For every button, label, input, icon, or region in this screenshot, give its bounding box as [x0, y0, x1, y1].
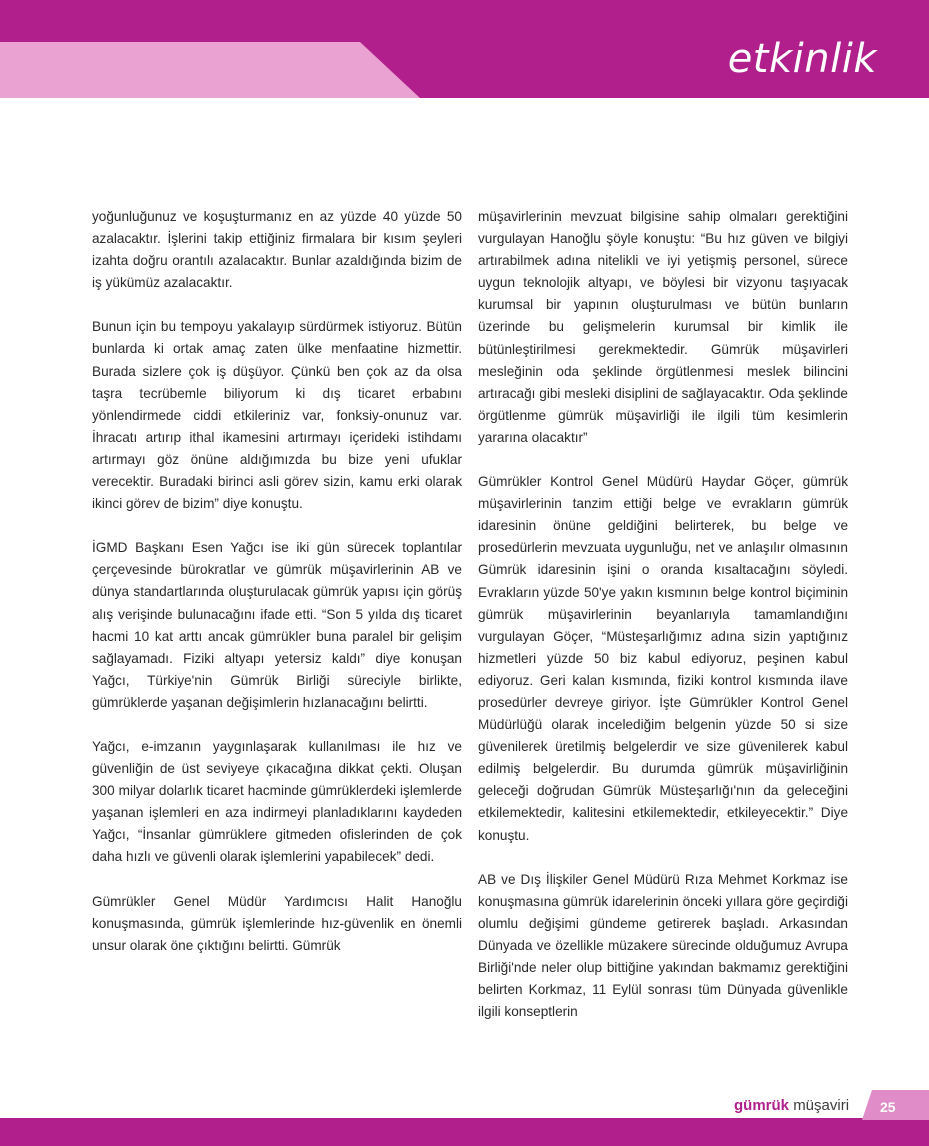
right-paragraph-1: müşavirlerinin mevzuat bilgisine sahip olmaları gerektiğini vurgulayan Hanoğlu şöyle konuştu: “Bu hız güven ve bilgiyi artırabilmek adına nitelikli ve iyi yetişmiş personel, sürece uygun teknolojik altyapı, ve böylesi bir vizyonu taşıyacak kurumsal bir yapının oluşturulması ve bütün bunların üzerinde bu gelişmelerin kurumsal bir kimlik ile bütünleştirilmesi gerekmektedir. Gümrük müşavirleri mesleğinin oda şeklinde örgütlenmesi meslek bilincini artıracağı gibi mesleki disiplini de sağlayacaktır. Oda şeklinde örgütlenme gümrük müşavirliği ile ilgili tüm kesimlerin yararına olacaktır”	[478, 209, 848, 445]
footer-brand-light: müşaviri	[793, 1097, 850, 1114]
left-paragraph-3: İGMD Başkanı Esen Yağcı ise iki gün sürecek toplantılar çerçevesinde bürokratlar ve gümrük müşavirlerinin AB ve dünya standartlarında oluşturulacak gümrük yapısı için görüş alış verişinde bulunacağını ifade etti. “Son 5 yılda dış ticaret hacmi 10 kat arttı ancak gümrükler buna paralel bir gelişim sağlayamadı. Fiziki altyapı yetersiz kaldı” diye konuşan Yağcı, Türkiye'nin Gümrük Birliği süreciyle birlikte, gümrüklerde yaşanan değişimlerin hızlanacağını belirtti.	[92, 540, 462, 710]
left-paragraph-1: yoğunluğunuz ve koşuşturmanız en az yüzde 40 yüzde 50 azalacaktır. İşlerini takip ettiğiniz firmalara bir kısım şeyleri izahta doğru orantılı azalacaktır. Bunlar azaldığında bizim de iş yükümüz azalacaktır.	[92, 209, 462, 291]
left-paragraph-5: Gümrükler Genel Müdür Yardımcısı Halit Hanoğlu konuşmasında, gümrük işlemlerinde hız-güvenlik en önemli unsur olarak öne çıktığını belirtti. Gümrük	[92, 893, 462, 953]
section-title: etkinlik	[727, 36, 877, 82]
page-number: 25	[880, 1099, 896, 1115]
footer-band	[0, 1118, 929, 1146]
left-paragraph-4: Yağcı, e-imzanın yaygınlaşarak kullanılması ile hız ve güvenliğin de üst seviyeye çıkacağına dikkat çekti. Oluşan 300 milyar dolarlık ticaret hacminde gümrüklerdeki işlemlerde yaşanan işlemleri en aza indirmeyi planladıklarını kaydeden Yağcı, “İnsanlar gümrüklere gitmeden ofislerinden de çok daha hızlı ve güvenli olarak işlemlerini yapabilecek” dedi.	[92, 738, 462, 865]
footer-brand	[734, 1097, 849, 1114]
right-column	[478, 206, 848, 1045]
left-column	[92, 206, 462, 979]
right-paragraph-3: AB ve Dış İlişkiler Genel Müdürü Rıza Mehmet Korkmaz ise konuşmasına gümrük idarelerinin önceki yıllara göre geçirdiği olumlu değişimi gündeme getirerek başladı. Arkasından Dünyada ve özellikle müzakere sürecinde olduğumuz Avrupa Birliği'nde neler olup bittiğine yakından bakmamız gerektiğini belirten Korkmaz, 11 Eylül sonrası tüm Dünyada güvenlikle ilgili konseptlerin	[478, 871, 848, 1020]
right-paragraph-2: Gümrükler Kontrol Genel Müdürü Haydar Göçer, gümrük müşavirlerinin tanzim ettiği belge ve evrakların gümrük idaresinin önüne geldiğini belirterek, bu belge ve prosedürlerin mevzuata uygunluğu, net ve anlaşılır olmasının Gümrük idaresinin işini o oranda kısaltacağını söyledi. Evrakların yüzde 50'ye yakın kısmının belge kontrol biçiminin gümrük müşavirlerinin beyanlarıyla tamamlandığını vurgulayan Göçer, “Müsteşarlığımız adına sizin yaptığınız hizmetleri yüzde 50 biz kabul ediyoruz, peşinen kabul ediyoruz. Geri kalan kısmında, fiziki kontrol kısmında ilave prosedürler devreye giriyor. İşte Gümrükler Kontrol Genel Müdürlüğü olarak incelediğim belgenin yüzde 50 si size güvenilerek üretilmiş belgelerdir ve size güvenilerek kabul edilmiş belgelerdir. Bu durumda gümrük müşavirliğinin geleceği doğrudan Gümrük Müsteşarlığı'nın da geleceğini etkilemektedir, kalitesini etkilemektedir, etkileyecektir.” Diye konuştu.	[478, 474, 848, 843]
left-paragraph-2: Bunun için bu tempoyu yakalayıp sürdürmek istiyoruz. Bütün bunlarda ki ortak amaç zaten ülke menfaatine hizmettir. Burada sizlere çok iş düşüyor. Çünkü ben çok az da olsa taşra tecrübemle biliyorum ki dış ticaret erbabını yönlendirmede ciddi etkileriniz var, fonksiy-onunuz var. İhracatı artırıp ithal ikamesini artırmayı içerideki istihdamı artırmayı göz önüne aldığımızda bu bize yeni ufuklar verecektir. Buradaki birinci asli görev sizin, kamu erki olarak ikinci görev de bizim” diye konuştu.	[92, 319, 462, 512]
footer-brand-bold: gümrük	[734, 1097, 790, 1114]
footer-band-graphic	[0, 1118, 929, 1146]
